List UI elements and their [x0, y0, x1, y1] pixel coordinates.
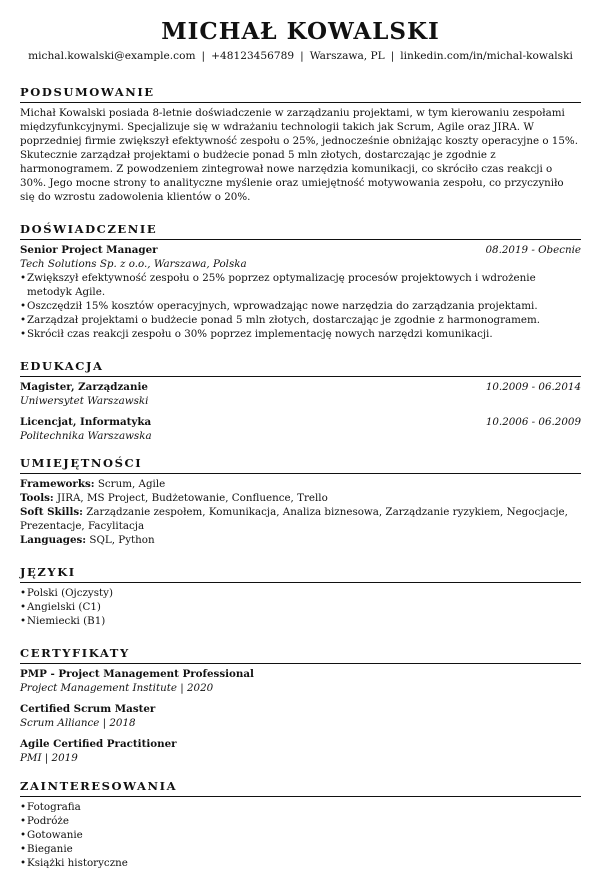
- job-role: Senior Project Manager: [20, 244, 158, 256]
- section-title: PODSUMOWANIE: [20, 85, 155, 99]
- list-item: • Zwiększył efektywność zespołu o 25% poprzez optymalizację procesów projektowych i wdrożenie metodyk Agile.: [20, 271, 581, 299]
- education-dates: 10.2009 - 06.2014: [485, 381, 581, 393]
- certificate-issuer: PMI | 2019: [20, 752, 78, 764]
- certificate-entry: [20, 702, 581, 730]
- skill-row: [20, 505, 581, 533]
- email: michal.kowalski@example.com: [28, 50, 196, 62]
- job-company: Tech Solutions Sp. z o.o., Warszawa, Polska: [20, 258, 247, 270]
- education-section: [20, 358, 581, 443]
- phone: +48123456789: [211, 50, 295, 62]
- contact-line: [20, 49, 581, 63]
- certificate-entry: [20, 667, 581, 695]
- interests-section: [20, 778, 581, 870]
- skill-row: [20, 491, 581, 505]
- interests-list: [20, 800, 581, 870]
- experience-section: [20, 221, 581, 341]
- certificate-issuer: Scrum Alliance | 2018: [20, 717, 136, 729]
- section-divider: [20, 102, 581, 103]
- languages-section: [20, 564, 581, 628]
- skill-row: [20, 477, 581, 491]
- education-entry: [20, 380, 581, 408]
- list-item: • Zarządzał projektami o budżecie ponad 5 mln złotych, dostarczając je zgodnie z harmonogramem.: [20, 313, 581, 327]
- separator: |: [201, 50, 206, 62]
- school: Uniwersytet Warszawski: [20, 395, 149, 407]
- candidate-name: MICHAŁ KOWALSKI: [161, 18, 440, 45]
- list-item: • Podróże: [20, 814, 581, 828]
- section-title: DOŚWIADCZENIE: [20, 222, 158, 236]
- section-title: CERTYFIKATY: [20, 646, 130, 660]
- job-header: [20, 243, 581, 257]
- certificate-name: Certified Scrum Master: [20, 703, 156, 715]
- section-divider: [20, 582, 581, 583]
- skill-value: Zarządzanie zespołem, Komunikacja, Analiza biznesowa, Zarządzanie ryzykiem, Negocjacje, Prezentacje, Facylitacja: [20, 506, 568, 532]
- list-item: • Polski (Ojczysty): [20, 586, 581, 600]
- section-title: UMIEJĘTNOŚCI: [20, 456, 143, 470]
- job-bullets: [20, 271, 581, 341]
- location: Warszawa, PL: [309, 50, 385, 62]
- summary-text: Michał Kowalski posiada 8-letnie doświadczenie w zarządzaniu projektami, w tym kierowaniu zespołami międzyfunkcyjnymi. Specjalizuje się w wdrażaniu technologii takich jak Scrum, Agile oraz JIRA. W poprzedniej firmie zwiększył efektywność zespołu o 25%, jednocześnie obniżając koszty operacyjne o 15%. Skutecznie zarządzał projektami o budżecie ponad 5 mln złotych, dostarczając je zgodnie z harmonogramem. Z powodzeniem zintegrował nowe narzędzia komunikacji, co skróciło czas reakcji o 30%. Jego mocne strony to analityczne myślenie oraz umiejętność motywowania zespołu, co przyczyniło się do wzrostu zadowolenia klientów o 20%.: [20, 107, 578, 203]
- section-divider: [20, 663, 581, 664]
- separator: |: [390, 50, 395, 62]
- list-item: • Fotografia: [20, 800, 581, 814]
- skill-label: Tools:: [20, 492, 54, 504]
- section-title: JĘZYKI: [20, 565, 76, 579]
- skill-label: Frameworks:: [20, 478, 95, 490]
- list-item: • Oszczędził 15% kosztów operacyjnych, wprowadzając nowe narzędzia do zarządzania projektami.: [20, 299, 581, 313]
- section-divider: [20, 473, 581, 474]
- school: Politechnika Warszawska: [20, 430, 152, 442]
- linkedin-link[interactable]: linkedin.com/in/michal-kowalski: [400, 50, 573, 62]
- section-divider: [20, 239, 581, 240]
- certificate-name: PMP - Project Management Professional: [20, 668, 254, 680]
- list-item: • Gotowanie: [20, 828, 581, 842]
- list-item: • Bieganie: [20, 842, 581, 856]
- section-divider: [20, 796, 581, 797]
- job-dates: 08.2019 - Obecnie: [485, 244, 581, 256]
- skill-label: Soft Skills:: [20, 506, 83, 518]
- certificate-issuer: Project Management Institute | 2020: [20, 682, 214, 694]
- separator: |: [300, 50, 304, 62]
- skill-value: Scrum, Agile: [97, 478, 166, 490]
- section-title: ZAINTERESOWANIA: [20, 779, 178, 793]
- certificates-section: [20, 645, 581, 765]
- education-entry: [20, 415, 581, 443]
- skill-value: JIRA, MS Project, Budżetowanie, Confluence, Trello: [57, 492, 328, 504]
- degree: Magister, Zarządzanie: [20, 381, 148, 393]
- list-item: • Angielski (C1): [20, 600, 581, 614]
- summary-section: [20, 84, 581, 204]
- certificate-name: Agile Certified Practitioner: [20, 738, 177, 750]
- list-item: • Książki historyczne: [20, 856, 581, 870]
- resume-page: [20, 0, 581, 870]
- list-item: • Skrócił czas reakcji zespołu o 30% poprzez implementację nowych narzędzi komunikacji.: [20, 327, 581, 341]
- education-dates: 10.2006 - 06.2009: [485, 416, 581, 428]
- skill-row: [20, 533, 581, 547]
- degree: Licencjat, Informatyka: [20, 416, 152, 428]
- skills-section: [20, 455, 581, 547]
- languages-list: [20, 586, 581, 628]
- section-title: EDUKACJA: [20, 359, 104, 373]
- section-divider: [20, 376, 581, 377]
- certificate-entry: [20, 737, 581, 765]
- skill-value: SQL, Python: [89, 534, 155, 546]
- skill-label: Languages:: [20, 534, 87, 546]
- list-item: • Niemiecki (B1): [20, 614, 581, 628]
